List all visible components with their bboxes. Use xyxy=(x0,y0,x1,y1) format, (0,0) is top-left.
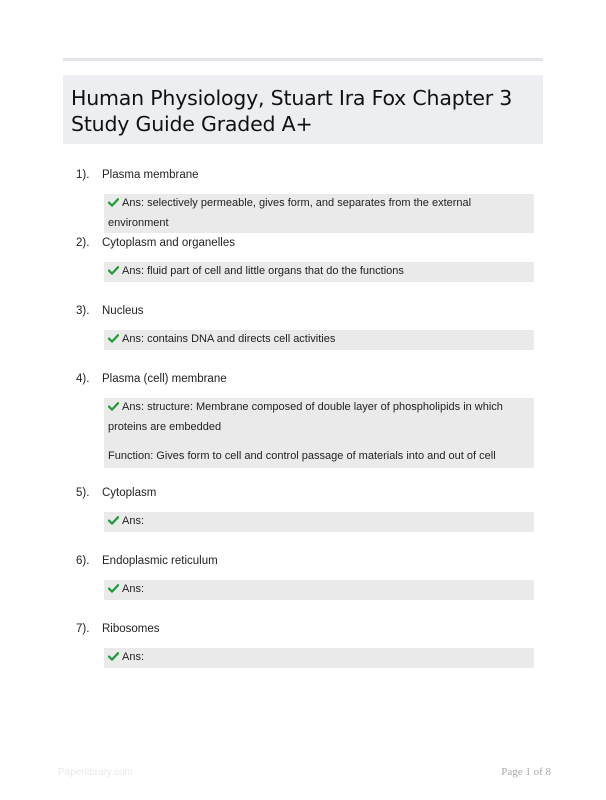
question-term: Plasma (cell) membrane xyxy=(102,373,227,385)
answer-function-text: Function: Gives form to cell and control passage of materials into and out of cell xyxy=(108,450,496,462)
question-item xyxy=(63,165,543,229)
question-term: Nucleus xyxy=(102,305,144,317)
question-number: 7). xyxy=(76,623,90,635)
check-icon xyxy=(108,516,119,525)
question-number: 5). xyxy=(76,487,90,499)
question-term: Endoplasmic reticulum xyxy=(102,555,218,567)
question-number: 1). xyxy=(76,169,90,181)
top-divider xyxy=(63,58,543,61)
answer-box xyxy=(104,330,534,350)
question-number: 4). xyxy=(76,373,90,385)
answer-text: Ans: xyxy=(122,651,145,663)
page-number: Page 1 of 8 xyxy=(501,766,551,778)
answer-text: Ans: xyxy=(122,515,145,527)
question-item xyxy=(63,233,543,286)
check-icon xyxy=(108,266,119,275)
question-item xyxy=(63,483,543,536)
question-list xyxy=(63,165,543,672)
question-number: 6). xyxy=(76,555,90,567)
check-icon xyxy=(108,198,119,207)
question-term: Cytoplasm and organelles xyxy=(102,237,235,249)
check-icon xyxy=(108,334,119,343)
question-term: Cytoplasm xyxy=(102,487,157,499)
question-item xyxy=(63,369,543,468)
question-number: 2). xyxy=(76,237,90,249)
page-title: Human Physiology, Stuart Ira Fox Chapter 3 Study Guide Graded A+ xyxy=(71,86,513,136)
question-number: 3). xyxy=(76,305,90,317)
check-icon xyxy=(108,402,119,411)
answer-text: Ans: fluid part of cell and little organs that do the functions xyxy=(122,265,404,277)
question-term: Ribosomes xyxy=(102,623,160,635)
answer-box xyxy=(104,648,534,668)
answer-text: Ans: structure: Membrane composed of double layer of phospholipids in which proteins are embedded xyxy=(108,401,503,433)
answer-text: Ans: xyxy=(122,583,145,595)
answer-text: Ans: selectively permeable, gives form, and separates from the external environment xyxy=(108,197,472,229)
check-icon xyxy=(108,584,119,593)
question-item xyxy=(63,301,543,354)
footer-watermark: Paperlibrary.com xyxy=(58,767,133,778)
question-item xyxy=(63,551,543,604)
question-item xyxy=(63,619,543,672)
answer-text: Ans: contains DNA and directs cell activities xyxy=(122,333,336,345)
answer-box xyxy=(104,262,534,282)
question-term: Plasma membrane xyxy=(102,169,199,181)
answer-box xyxy=(104,194,534,233)
check-icon xyxy=(108,652,119,661)
answer-box xyxy=(104,580,534,600)
answer-box xyxy=(104,512,534,532)
title-banner xyxy=(63,75,543,144)
answer-box xyxy=(104,398,534,468)
